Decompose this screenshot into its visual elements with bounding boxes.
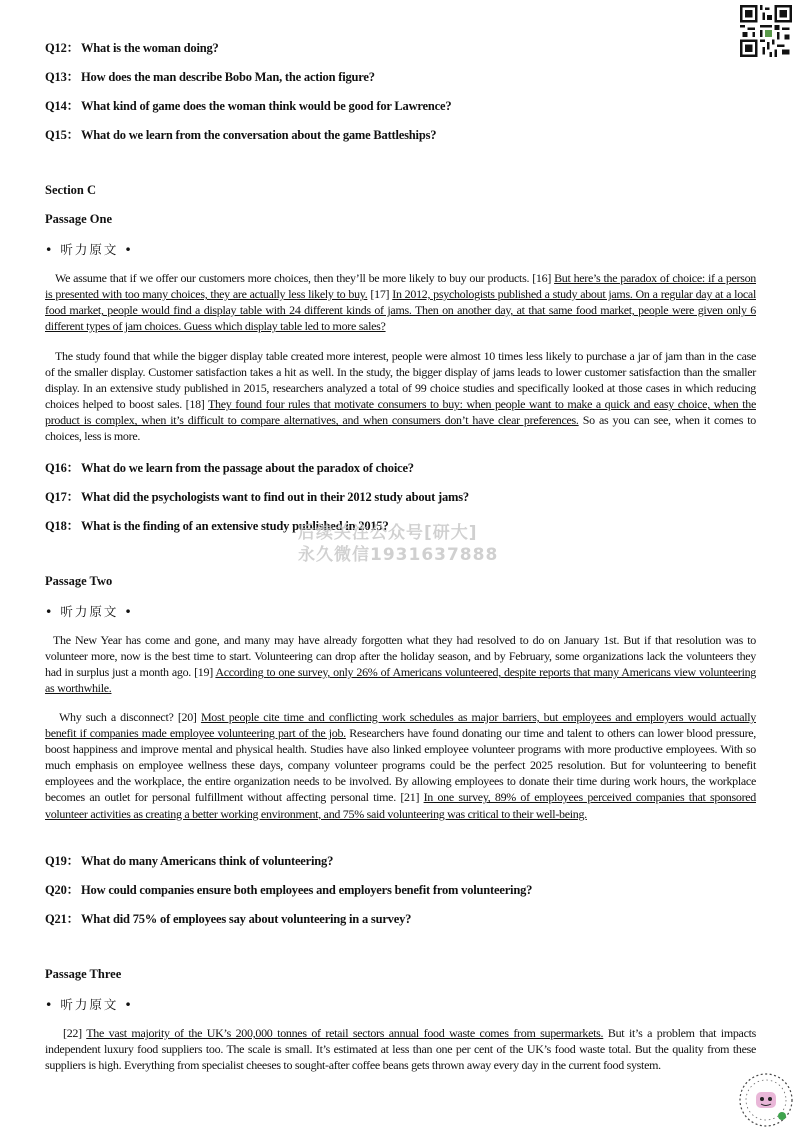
passage-one-paragraph-2: The study found that while the bigger display table created more interest, people were almost 10 times less likely to purchase a jar of jam than in the case of the smaller display. Customer satisfaction takes a hit as well. In the study, the bigger display of jams leads to lower customer satisfaction than the smaller display. In an extensive study published in 2015, researchers analyzed a total of 99 choice studies and specifically looked at those cases in which reducing choices helped to boost sales. [18] They found four rules that motivate consumers to buy: when people want to make a quick and easy choice, when the product is complex, when it’s difficult to compare alternatives, and when consumers don’t have clear preferences. So as you can see, when it comes to choices, less is more. [45, 349, 757, 444]
question-q21: Q21： What did 75% of employees say about volunteering in a survey? [45, 912, 412, 926]
question-q17: Q17： What did the psychologists want to find out in their 2012 study about jams? [45, 490, 469, 504]
passage-two-title: Passage Two [45, 574, 113, 588]
transcript-marker: • 听力原文 • [45, 242, 134, 257]
passage-one-paragraph-1: We assume that if we offer our customers more choices, then they’ll be more likely to buy our products. [16] But here’s the paradox of choice: if a person is presented with too many choices, they are actually less likely to buy. [17] In 2012, psychologists published a study about jams. On a regular day at a local food market, people would find a display table with 24 different kinds of jams. Then on another day, at that same food market, people were given only 6 different types of jam choices. Guess which display table led to more sales? [45, 271, 757, 334]
transcript-marker: • 听力原文 • [45, 604, 134, 619]
passage-one-title: Passage One [45, 212, 113, 226]
cartoon-logo-icon [738, 1072, 794, 1128]
question-q16: Q16： What do we learn from the passage about the paradox of choice? [45, 461, 414, 475]
passage-two-paragraph-1: The New Year has come and gone, and many may have already forgotten what they had resolved to do on January 1st. But if that resolution was to volunteer more, now is the best time to start. Volunteering can drop after the holiday season, and by February, some organizations lack the volunteers they had in surplus just a month ago. [19] According to one survey, only 26% of Americans volunteered, despite reports that many Americans view volunteering as worthwhile. [45, 633, 757, 696]
transcript-marker: • 听力原文 • [45, 997, 134, 1012]
question-q14: Q14： What kind of game does the woman think would be good for Lawrence? [45, 99, 452, 113]
passage-three-title: Passage Three [45, 967, 122, 981]
question-q18: Q18： What is the finding of an extensive study published in 2015? [45, 519, 389, 533]
watermark: 后续关注公众号[研大] 永久微信1931637888 [298, 523, 499, 565]
question-q12: Q12： What is the woman doing? [45, 41, 219, 55]
question-q19: Q19： What do many Americans think of volunteering? [45, 854, 334, 868]
question-q20: Q20： How could companies ensure both employees and employers benefit from volunteering? [45, 883, 533, 897]
passage-three-paragraph-1: [22] The vast majority of the UK’s 200,000 tonnes of retail sectors annual food waste comes from supermarkets. But it’s a problem that impacts independent luxury food suppliers too. The scale is small. It’s estimated at less than one per cent of the UK’s food waste total. But the quality from these suppliers is high. Everything from specialist cheeses to sought-after coffee beans gets thrown away every day in the current food system. [45, 1026, 757, 1073]
passage-two-paragraph-2: Why such a disconnect? [20] Most people cite time and conflicting work schedules as major barriers, but employees and employers would actually benefit if companies made employee volunteering part of the job. Researchers have found donating our time and talent to others can lower blood pressure, boost happiness and improve mental and physical health. Studies have also linked employee volunteer programs with more productive employees. With so much emphasis on employee wellness these days, company volunteer programs could be the perfect 2025 resolution. But for volunteering to benefit employees and the workplace, the entire organization needs to be involved. By allowing employees to donate their time during work hours, the workplace becomes an outlet for personal fulfillment without affecting personal time. [21] In one survey, 89% of employees perceived companies that sponsored volunteer activities as creating a better working environment, and 75% said volunteering was critical to their well-being. [45, 710, 756, 821]
question-q13: Q13： How does the man describe Bobo Man, the action figure? [45, 70, 375, 84]
question-q15: Q15： What do we learn from the conversation about the game Battleships? [45, 128, 437, 142]
qr-code-icon [740, 5, 792, 57]
section-heading: Section C [45, 183, 97, 197]
